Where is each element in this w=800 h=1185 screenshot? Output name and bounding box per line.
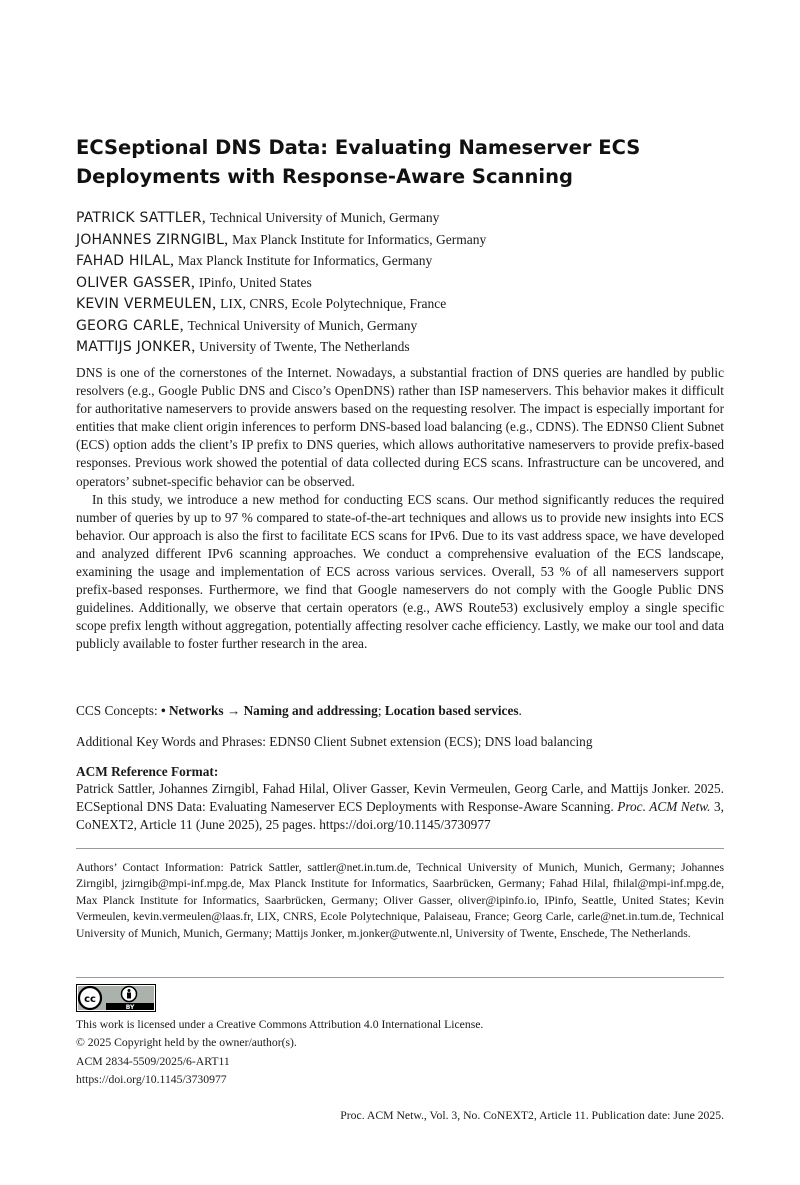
abstract-paragraph-1: DNS is one of the cornerstones of the Internet. Nowadays, a substantial fraction of DNS queries are handled by public resolvers (e.g., Google Public DNS and Cisco’s OpenDNS) rather than ISP nameservers. This behavior makes it difficult for authoritative nameservers to provide answers based on the requesting resolver. The impact is especially important for entities that make client origin inferences to perform DNS-based load balancing (e.g., CDNS). The EDNS0 Client Subnet (ECS) option adds the client’s IP prefix to DNS queries, which allows authoritative nameservers to provide prefix-based responses. Previous work showed the potential of data collected during ECS scans. Infrastructure can be uncovered, and operators’ subnet-specific behavior can be observed. <box>76 365 724 489</box>
author-affiliation: Max Planck Institute for Informatics, Germany <box>232 231 487 247</box>
author-name: GEORG CARLE <box>76 317 180 334</box>
divider <box>76 848 724 849</box>
cc-by-license-badge[interactable] <box>76 984 156 1012</box>
abstract-paragraph-2: In this study, we introduce a new method for conducting ECS scans. Our method significantly reduces the required number of queries by up to 97 % compared to state-of-the-art techniques and allows us to provide new insights into ECS behavior. Our approach is also the first to facilitate ECS scans for IPv6. Due to its vast address space, we have developed and analyzed different IPv6 scanning approaches. We conduct a comprehensive evaluation of the ECS landscape, examining the usage and implementation of ECS across various services. Overall, 53 % of all nameservers support prefix-based responses. Furthermore, we find that Google nameservers do not comply with the Google Public DNS guidelines. Additionally, we observe that certain operators (e.g., AWS Route53) exclusively employ a single specific scope prefix length without aggregation, potentially affecting resolver cache efficiency. Lastly, we make our tool and data publicly available to foster further research in the area. <box>76 491 724 652</box>
cc-badge-text: cc <box>84 994 96 1005</box>
ccs-concepts <box>76 702 522 720</box>
title-line-1: ECSeptional DNS Data: Evaluating Nameserver ECS <box>76 136 641 159</box>
author-affiliation: Technical University of Munich, Germany <box>209 210 440 225</box>
author-contact-info: Authors’ Contact Information: Patrick Sattler, sattler@net.in.tum.de, Technical University of Munich, Munich, Germany; Johannes Zirngibl, jzirngib@mpi-inf.mpg.de, Max Planck Institute for Informatics, Saarbrücken, Germany; Fahad Hilal, fhilal@mpi-inf.mpg.de, Max Planck Institute for Informatics, Saarbrücken, Germany; Oliver Gasser, oliver@ipinfo.io, IPinfo, Seattle, United States; Kevin Vermeulen, kevin.vermeulen@laas.fr, LIX, CNRS, Ecole Polytechnique, Palaiseau, France; Georg Carle, carle@net.in.tum.de, Technical University of Munich, Munich, Germany; Mattijs Jonker, m.jonker@utwente.nl, University of Twente, Enschede, The Netherlands. <box>76 861 724 940</box>
author-line: FAHAD HILAL, Max Planck Institute for Informatics, Germany <box>76 252 433 269</box>
ccs-separator: ; <box>377 703 382 718</box>
page-footer: Proc. ACM Netw., Vol. 3, No. CoNEXT2, Article 11. Publication date: June 2025. <box>340 1109 724 1122</box>
ccs-term-naming: Naming and addressing <box>243 703 378 718</box>
title-line-2: Deployments with Response-Aware Scanning <box>76 165 573 188</box>
divider <box>76 977 724 978</box>
acm-id: ACM 2834-5509/2025/6-ART11 <box>76 1054 230 1068</box>
ccs-label: CCS Concepts: <box>76 703 158 718</box>
by-badge-text: BY <box>125 1004 135 1011</box>
abstract <box>76 364 724 654</box>
reference-text <box>76 780 724 835</box>
doi-link[interactable]: https://doi.org/10.1145/3730977 <box>76 1072 227 1086</box>
reference-tail: 3, CoNEXT2, Article 11 (June 2025), 25 pages. https://doi.org/10.1145/3730977 <box>76 799 725 833</box>
author-name: OLIVER GASSER <box>76 274 191 291</box>
author-affiliation: LIX, CNRS, Ecole Polytechnique, France <box>220 296 447 311</box>
ccs-bullet: • <box>160 703 166 718</box>
author-name: KEVIN VERMEULEN <box>76 296 213 312</box>
author-name: JOHANNES ZIRNGIBL <box>76 231 225 248</box>
reference-heading: ACM Reference Format: <box>76 764 219 779</box>
keywords: Additional Key Words and Phrases: EDNS0 Client Subnet extension (ECS); DNS load balancing <box>76 734 593 749</box>
author-line: KEVIN VERMEULEN, LIX, CNRS, Ecole Polytechnique, France <box>76 295 447 312</box>
author-line: JOHANNES ZIRNGIBL, Max Planck Institute for Informatics, Germany <box>76 230 487 248</box>
reference-venue: Proc. ACM Netw. <box>617 799 711 815</box>
ccs-end: . <box>518 703 522 718</box>
author-line: MATTIJS JONKER, University of Twente, The Netherlands <box>76 338 410 355</box>
author-affiliation: Technical University of Munich, Germany <box>187 317 418 333</box>
author-affiliation: University of Twente, The Netherlands <box>199 339 410 354</box>
license-statement: This work is licensed under a Creative Commons Attribution 4.0 International License. <box>76 1018 484 1031</box>
author-name: FAHAD HILAL <box>76 253 171 269</box>
ccs-term-location: Location based services <box>384 703 519 718</box>
copyright-line: © 2025 Copyright held by the owner/author(s). <box>76 1036 297 1050</box>
ccs-arrow: → <box>226 703 241 718</box>
author-line: PATRICK SATTLER, Technical University of Munich, Germany <box>76 209 440 226</box>
author-line: OLIVER GASSER, IPinfo, United States <box>76 273 312 291</box>
author-name: MATTIJS JONKER <box>76 339 192 355</box>
paper-title <box>76 133 724 191</box>
author-line: GEORG CARLE, Technical University of Munich, Germany <box>76 316 418 334</box>
author-name: PATRICK SATTLER <box>76 210 202 226</box>
author-list <box>76 207 724 358</box>
reference-citation: Patrick Sattler, Johannes Zirngibl, Fahad Hilal, Oliver Gasser, Kevin Vermeulen, Georg Carle, and Mattijs Jonker. 2025. ECSeptional DNS Data: Evaluating Nameserver ECS Deployments with Response-Aware Scanning. <box>76 781 724 815</box>
author-affiliation: Max Planck Institute for Informatics, Germany <box>178 253 433 268</box>
license-block <box>76 1016 724 1089</box>
author-affiliation: IPinfo, United States <box>198 274 312 290</box>
ccs-term-networks: Networks <box>168 703 224 718</box>
